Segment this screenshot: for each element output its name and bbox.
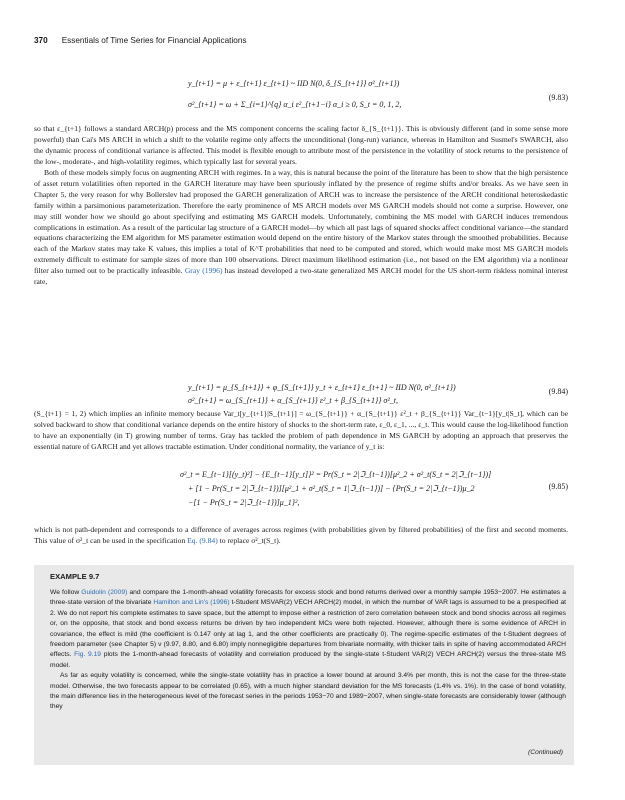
equation-9-84-line-2: σ²_{t+1} = ω_{S_{t+1}} + α_{S_{t+1}} ε²_t + β_{S_{t+1}} σ²_t,: [188, 396, 398, 405]
equation-number-9-85: (9.85): [548, 482, 568, 491]
paragraph-4-main: which is not path-dependent and corresponds to a difference of averages across regimes (with probabilities given by filtered probabilities) of the first and second moments. This value of σ²_t can be used in the specification: [34, 525, 568, 545]
paragraph-2-tail: has instead developed a two-state generalized MS ARCH model for the US short-term riskless nominal interest rate,: [34, 266, 569, 287]
page-number: 370: [34, 36, 48, 45]
paragraph-4: [34, 525, 568, 547]
example-paragraph-1: [50, 588, 566, 671]
link-gray-1996[interactable]: Gray (1996): [184, 266, 223, 276]
equation-number-9-83: (9.83): [548, 93, 568, 102]
equation-9-85-line-2: + [1 − Pr(S_t = 2|ℑ_{t−1})][μ²_1 + σ²_t(S_t = 1|ℑ_{t−1})] − {Pr(S_t = 2|ℑ_{t−1})μ_2: [188, 484, 475, 493]
paragraph-3-text: (S_{t+1} = 1, 2) which implies an infinite memory because Var_t[y_{t+1}|S_{t+1}] = ω_{S_{t+1}} + α_{S_{t+1}} ε²_t + β_{S_{t+1}} Var_{t−1}[y_t|S_t], which can be solved backward to show that conditional variance depends on the entire history of shocks to the short-term rate, ε_0, ε_1, ..., ε_t. This would cause the log-likelihood function to have an exponentially (in T) growing number of terms. Gray has tackled the problem of path dependence in MS GARCH by adopting an approach that preserves the essential nature of GARCH and yet allows tractable estimation. Under conditional normality, the variance of y_t is:: [34, 409, 568, 451]
example-p1-d: plots the 1-month-ahead forecasts of volatility and correlation produced by the single-state t-Student VAR(2) VECH ARCH(2) versus the three-state MS model.: [50, 651, 567, 669]
link-eq-9-84[interactable]: Eq. (9.84): [187, 535, 218, 545]
link-fig-9-19[interactable]: Fig. 9.19: [74, 651, 102, 659]
continued-label: (Continued): [528, 749, 563, 756]
paragraph-2-text: [34, 168, 568, 288]
equation-number-9-84: (9.84): [548, 387, 568, 396]
example-paragraph-2: As far as equity volatility is concerned, while the single-state volatility has in practice a lower bound at around 3.4% per month, this is not the case for the three-state model. Otherwise, the two forecasts appear to be correlated (0.65), with a much higher standard deviation for the MS forecasts (1.4% vs. 1%). In the case of bond volatility, the main difference lies in the heterogeneous level of the forecast series in the periods 1953−70 and 1989−2007, when single-state forecasts are considerably lower (although they: [50, 672, 566, 711]
paragraph-1: [34, 124, 568, 168]
paragraph-2: [34, 168, 568, 288]
example-title: EXAMPLE 9.7: [50, 572, 100, 581]
running-title: Essentials of Time Series for Financial Applications: [61, 36, 247, 45]
equation-9-83-line-1: y_{t+1} = μ + ε_{t+1} ε_{t+1} ~ IID N(0, δ_{S_{t+1}} σ²_{t+1}): [188, 79, 400, 88]
equation-9-83-line-2: σ²_{t+1} = ω + Σ_{i=1}^{q} α_i ε²_{t+1−i} α_i ≥ 0, S_t = 0, 1, 2,: [188, 100, 402, 109]
running-header: [34, 36, 565, 50]
example-p1-b: and compare the 1-month-ahead volatility forecasts for excess stock and bond returns derived over a monthly sample 1953−2007. He estimates a three-state version of the bivariate: [50, 589, 567, 607]
equation-9-85-line-3: −[1 − Pr(S_t = 2|ℑ_{t−1})]μ_1}²,: [188, 498, 300, 507]
example-body: [50, 588, 566, 713]
example-p1-a: We follow: [50, 589, 80, 596]
example-p1-c: t-Student MSVAR(2) VECH ARCH(2) model, in which the number of VAR lags is assumed to be a prespecified at 2. We do not report his complete estimates to save space, but the attempt to impose either a restriction of zero correlation between stock and bond shocks across all regimes or, on the opposite, that stock and bond excess returns be driven by two independent MCs were both rejected. However, although there is some evidence of ARCH in covariance, the effect is mild (the coefficient is 0.147 only at lag 1, and the other coefficients are practically 0). The regime-specific estimates of the t-Student degrees of freedom parameter (see Chapter 5) ν (9.97, 8.80, and 6.80) imply nonnegligible departures from bivariate normality, with thicker tails in spite of having accommodated ARCH effects.: [50, 599, 567, 659]
paragraph-1-text: so that ε_{t+1} follows a standard ARCH(p) process and the MS component concerns the scaling factor δ_{S_{t+1}}. This is obviously different (and in some sense more powerful) than Cai's MS ARCH in which a shift to the volatile regime only affects the unconditional (long-run) variance, whereas in Hamilton and Susmel's SWARCH, also the dynamic process of conditional variance is affected. This model is flexible enough to attribute most of the persistence in the volatility of stock returns to the persistence of the low-, moderate-, and high-volatility regimes, which typically last for several years.: [34, 124, 568, 166]
paragraph-3: [34, 409, 568, 453]
paragraph-4-text: [34, 525, 568, 547]
link-guidolin-2009[interactable]: Guidolin (2009): [81, 589, 128, 596]
paragraph-4-tail: to replace σ²_t(S_t).: [219, 535, 281, 545]
paragraph-2-main: Both of these models simply focus on augmenting ARCH with regimes. In a way, this is natural because the point of the literature has been to show that the high persistence of asset return volatilities often reported in the GARCH literature may have been spuriously inflated by the presence of regime shifts and/or breaks. As we have seen in Chapter 5, the very reason for why Bollerslev had proposed the GARCH generalization of ARCH was to increase the persistence of the ARCH conditional heteroskedastic family within a parsimonious parameterization. Therefore the early prominence of MS ARCH models over MS GARCH models should not come a surprise. However, one may still wonder how we should go about specifying and estimating MS GARCH models. Unfortunately, combining the MS model with GARCH induces tremendous complications in estimation. As a result of the particular lag structure of a GARCH model—by which all past lags of squared shocks affect conditional variance—the standard equations characterizing the EM algorithm for MS parameter estimation would depend on the entire history of the Markov states through the smoothed probabilities. Because each of the Markov states may take K values, this implies a total of K^T probabilities that need to be computed and stored, which would make most MS GARCH models extremely difficult to estimate for sample sizes of more than 100 observations. Direct maximum likelihood estimation (i.e., not based on the EM algorithm) via a nonlinear filter also turned out to be practically infeasible.: [34, 168, 568, 276]
link-hamilton-lin-1996[interactable]: Hamilton and Lin's (1996): [153, 599, 230, 607]
equation-9-84-line-1: y_{t+1} = μ_{S_{t+1}} + φ_{S_{t+1}} y_t + ε_{t+1} ε_{t+1} ~ IID N(0, σ²_{t+1}): [188, 383, 456, 392]
equation-9-85-line-1: σ²_t = E_{t−1}[(y_t)²] − {E_{t−1}[y_t]}² = Pr(S_t = 2|ℑ_{t−1})[μ²_2 + σ²_t(S_t = 2|ℑ_{t−1})]: [180, 470, 492, 479]
